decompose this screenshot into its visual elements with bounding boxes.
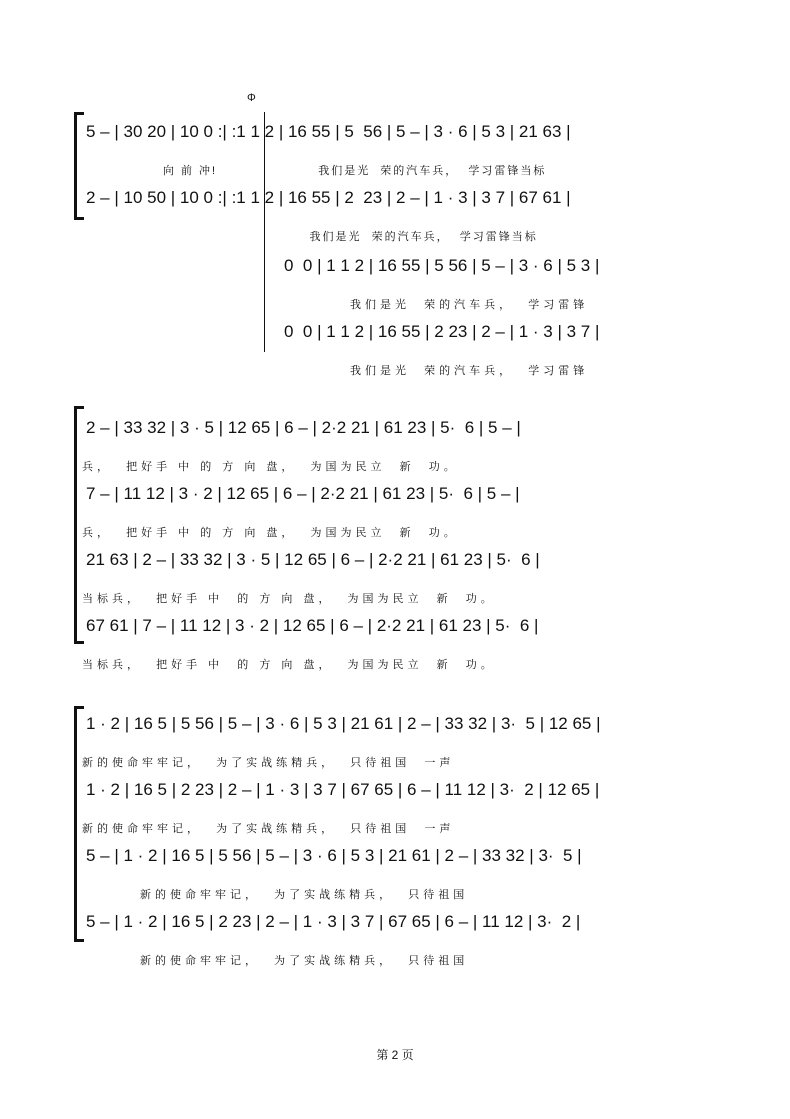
notes: 1 · 2 | 16 5 | 2 23 | 2 – | 1 · 3 | 3 7 | 67 65 | 6 – | 11 12 | 3· 2 | 12 65 | bbox=[86, 780, 600, 799]
page-number: 第 2 页 bbox=[376, 1048, 414, 1062]
notes: 2 – | 33 32 | 3 · 5 | 12 65 | 6 – | 2·2 21 | 61 23 | 5· 6 | 5 – | bbox=[86, 418, 521, 437]
notes: 7 – | 11 12 | 3 · 2 | 12 65 | 6 – | 2·2 21 | 61 23 | 5· 6 | 5 – | bbox=[86, 484, 520, 503]
system-3-bracket bbox=[74, 706, 77, 942]
system-2-bracket bbox=[74, 406, 77, 644]
lyrics: 新的使命牢牢记， 为了实战练精兵， 只待祖国 一声 bbox=[82, 823, 455, 835]
notes: 0 0 | 1 1 2 | 16 55 | 2 23 | 2 – | 1 · 3 | 3 7 | bbox=[284, 322, 600, 341]
lyrics: 当标兵， 把好手 中 的 方 向 盘， 为国为民立 新 功。 bbox=[82, 593, 496, 605]
lyrics: 兵， 把好手 中 的 方 向 盘， 为国为民立 新 功。 bbox=[82, 527, 459, 539]
lyrics: 我们是光 荣的汽车兵， 学习雷锋当标 bbox=[82, 231, 538, 243]
lyrics: 新的使命牢牢记， 为了实战练精兵， 只待祖国 一声 bbox=[82, 757, 455, 769]
system-1-bracket bbox=[74, 112, 77, 220]
coda-sign: Φ bbox=[247, 92, 256, 104]
notes: 21 63 | 2 – | 33 32 | 3 · 5 | 12 65 | 6 – | 2·2 21 | 61 23 | 5· 6 | bbox=[86, 550, 540, 569]
lyrics: 新的使命牢牢记， 为了实战练精兵， 只待祖国 bbox=[140, 889, 469, 901]
lyrics: 向 前 冲! 我们是光 荣的汽车兵， 学习雷锋当标 bbox=[82, 165, 547, 177]
notes: 5 – | 1 · 2 | 16 5 | 5 56 | 5 – | 3 · 6 | 5 3 | 21 61 | 2 – | 33 32 | 3· 5 | bbox=[86, 846, 582, 865]
notes: 67 61 | 7 – | 11 12 | 3 · 2 | 12 65 | 6 – | 2·2 21 | 61 23 | 5· 6 | bbox=[86, 616, 539, 635]
lyrics: 我们是光 荣的汽车兵， 学习雷锋 bbox=[350, 299, 589, 311]
lyrics: 当标兵， 把好手 中 的 方 向 盘， 为国为民立 新 功。 bbox=[82, 659, 496, 671]
notes: 0 0 | 1 1 2 | 16 55 | 5 56 | 5 – | 3 · 6 | 5 3 | bbox=[284, 256, 600, 275]
lyrics: 兵， 把好手 中 的 方 向 盘， 为国为民立 新 功。 bbox=[82, 461, 459, 473]
notes: 5 – | 30 20 | 10 0 :| :1 1 2 | 16 55 | 5 56 | 5 – | 3 · 6 | 5 3 | 21 63 | bbox=[86, 122, 571, 141]
notes: 5 – | 1 · 2 | 16 5 | 2 23 | 2 – | 1 · 3 | 3 7 | 67 65 | 6 – | 11 12 | 3· 2 | bbox=[86, 912, 581, 931]
lyrics: 我们是光 荣的汽车兵， 学习雷锋 bbox=[350, 365, 589, 377]
notes: 2 – | 10 50 | 10 0 :| :1 1 2 | 16 55 | 2 23 | 2 – | 1 · 3 | 3 7 | 67 61 | bbox=[86, 188, 571, 207]
notes: 1 · 2 | 16 5 | 5 56 | 5 – | 3 · 6 | 5 3 | 21 61 | 2 – | 33 32 | 3· 5 | 12 65 | bbox=[86, 714, 601, 733]
lyrics: 新的使命牢牢记， 为了实战练精兵， 只待祖国 bbox=[140, 955, 469, 967]
